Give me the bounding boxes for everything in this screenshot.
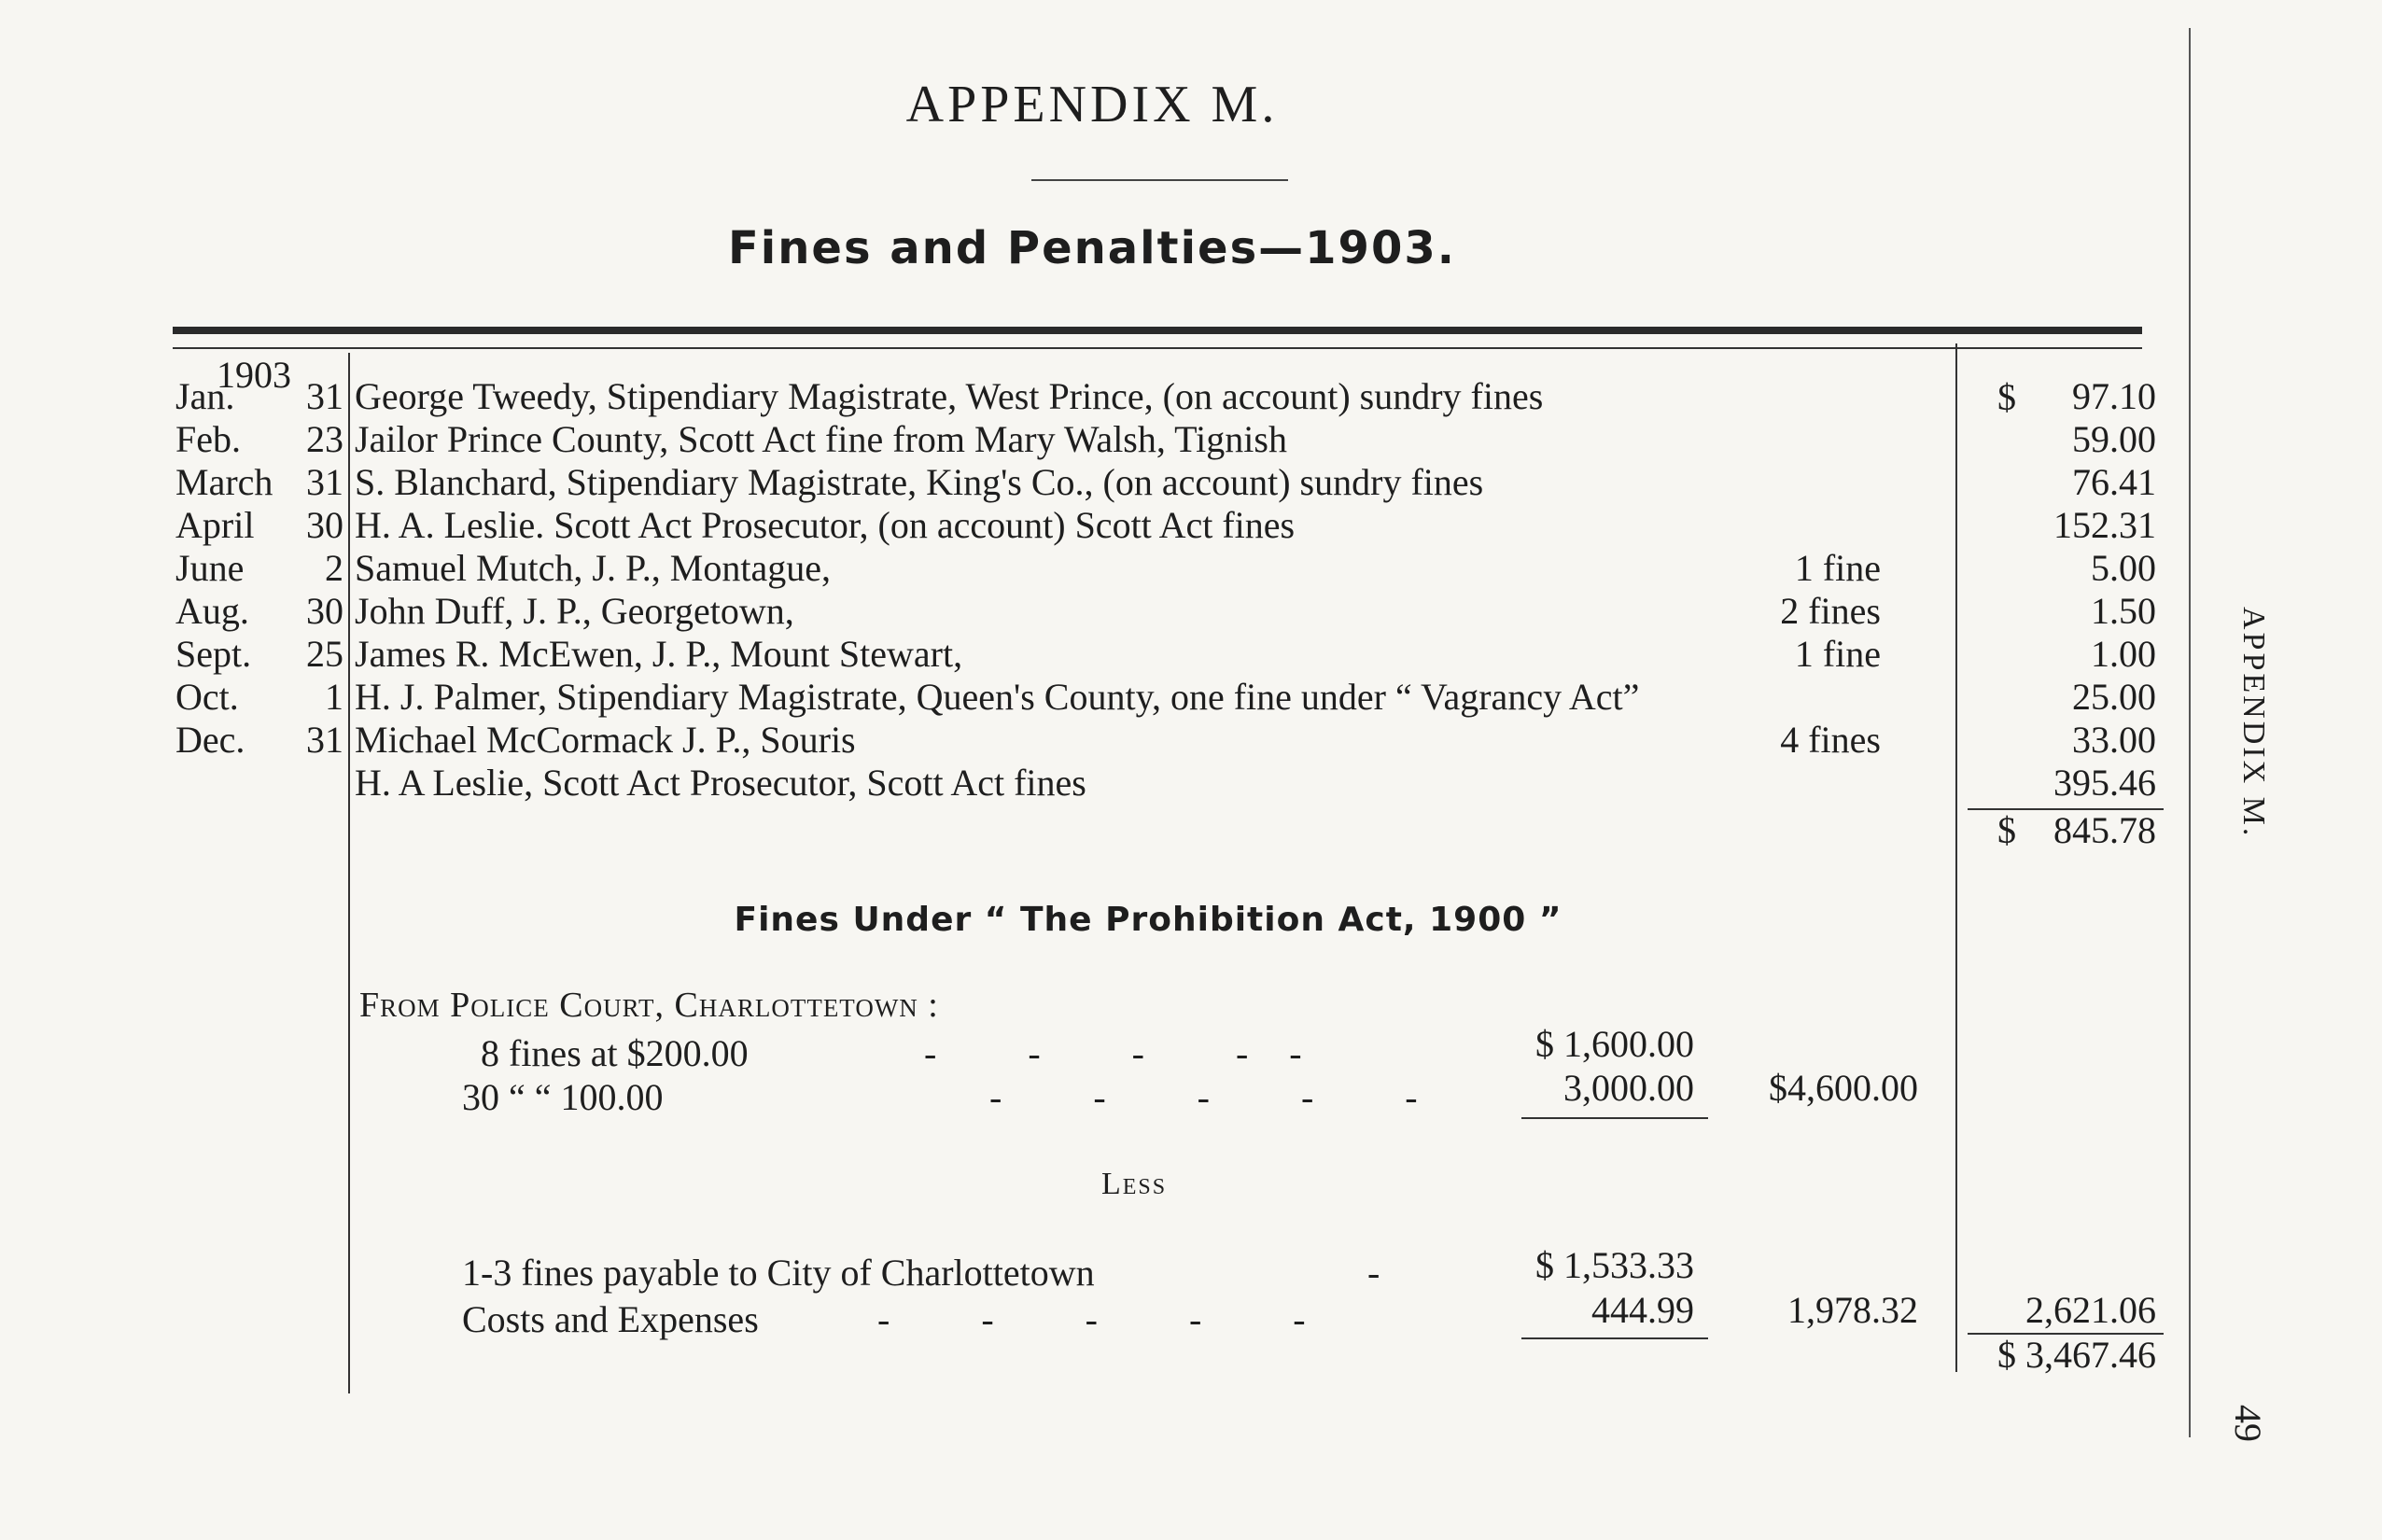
title-divider — [1031, 179, 1288, 181]
leader-dots: - - - - - — [877, 1298, 1313, 1340]
entry-amount: 395.46 — [2053, 762, 2156, 804]
table-row — [0, 375, 2184, 418]
fines-line-2-label: 30 “ “ 100.00 — [462, 1076, 664, 1118]
entry-description: H. J. Palmer, Stipendiary Magistrate, Queen's County, one fine under “ Vagrancy Act” — [355, 676, 1640, 718]
entry-description: S. Blanchard, Stipendiary Magistrate, King's Co., (on account) sundry fines — [355, 461, 1484, 503]
entry-description: Samuel Mutch, J. P., Montague, — [355, 547, 831, 589]
table-row — [0, 590, 2184, 633]
table-row — [0, 418, 2184, 461]
fines-line-2-amount: 3,000.00 — [1563, 1067, 1694, 1109]
sum-underline — [1521, 1337, 1708, 1339]
page-number: 49 — [2227, 1405, 2269, 1442]
entry-amount: 1.50 — [2091, 590, 2156, 632]
entry-day: 31 — [306, 461, 343, 503]
entry-day: 30 — [306, 590, 343, 632]
entry-month: Feb. — [175, 418, 241, 460]
leader-dots: - — [1367, 1252, 1380, 1294]
page-title: APPENDIX M. — [905, 76, 1279, 133]
entry-month: Aug. — [175, 590, 249, 632]
entry-day: 1 — [325, 676, 343, 718]
entry-amount: 59.00 — [2072, 418, 2156, 460]
entry-month: Sept. — [175, 633, 252, 675]
table-year: 1903 — [217, 354, 291, 396]
entry-amount: 5.00 — [2091, 547, 2156, 589]
entry-note: 2 fines — [1780, 590, 1881, 632]
entry-day: 23 — [306, 418, 343, 460]
total-currency-sign: $ — [1997, 809, 2016, 851]
table-row — [0, 719, 2184, 762]
running-head: APPENDIX M. — [2236, 607, 2271, 839]
entry-amount: 152.31 — [2053, 504, 2156, 546]
entry-month: Jan. — [175, 375, 235, 417]
table-top-thick-rule — [173, 327, 2142, 334]
entry-description: James R. McEwen, J. P., Mount Stewart, — [355, 633, 963, 675]
currency-sign: $ — [1997, 376, 2016, 418]
police-court-label: From Police Court, Charlottetown : — [359, 986, 939, 1025]
leader-dots: - - - - - — [989, 1076, 1425, 1118]
section-title: Fines and Penalties—1903. — [728, 222, 1456, 274]
table-row — [0, 504, 2184, 547]
entry-description: Jailor Prince County, Scott Act fine from Mary Walsh, Tignish — [355, 418, 1287, 460]
fines-line-1-label: 8 fines at $200.00 — [481, 1032, 749, 1074]
entry-month: June — [175, 547, 245, 589]
leader-dots: - - - - - — [924, 1032, 1310, 1074]
gross-total: $4,600.00 — [1769, 1067, 1918, 1109]
entry-description: H. A. Leslie. Scott Act Prosecutor, (on account) Scott Act fines — [355, 504, 1296, 546]
grand-total: $ 3,467.46 — [1997, 1334, 2156, 1376]
fines-total: 845.78 — [2053, 809, 2156, 851]
fines-line-1-amount: $ 1,600.00 — [1535, 1023, 1694, 1065]
entry-day: 30 — [306, 504, 343, 546]
deduction-1-label: 1-3 fines payable to City of Charlottetown — [462, 1252, 1095, 1294]
entry-note: 4 fines — [1780, 719, 1881, 761]
prohibition-heading: Fines Under “ The Prohibition Act, 1900 ” — [734, 901, 1562, 939]
table-top-thin-rule — [173, 347, 2142, 349]
entry-description: John Duff, J. P., Georgetown, — [355, 590, 794, 632]
deduction-2-amount: 444.99 — [1591, 1289, 1694, 1331]
entry-amount: 1.00 — [2091, 633, 2156, 675]
entry-day: 31 — [306, 719, 343, 761]
entry-month: Dec. — [175, 719, 245, 761]
net-prohibition-amount: 2,621.06 — [2025, 1289, 2156, 1331]
entry-description: George Tweedy, Stipendiary Magistrate, West Prince, (on account) sundry fines — [355, 375, 1544, 417]
entry-month: March — [175, 461, 273, 503]
entry-amount: 33.00 — [2072, 719, 2156, 761]
entry-month: Oct. — [175, 676, 239, 718]
table-row — [0, 676, 2184, 719]
table-row — [0, 547, 2184, 590]
entry-amount: 97.10 — [2072, 375, 2156, 417]
entry-note: 1 fine — [1794, 633, 1881, 675]
table-row — [0, 461, 2184, 504]
table-row — [0, 762, 2184, 805]
entry-description: Michael McCormack J. P., Souris — [355, 719, 856, 761]
entry-day: 31 — [306, 375, 343, 417]
deduction-1-amount: $ 1,533.33 — [1535, 1244, 1694, 1286]
entry-amount: 76.41 — [2072, 461, 2156, 503]
entry-note: 1 fine — [1794, 547, 1881, 589]
deduction-2-label: Costs and Expenses — [462, 1298, 759, 1340]
sum-underline — [1521, 1117, 1708, 1119]
entry-day: 25 — [306, 633, 343, 675]
table-row — [0, 633, 2184, 676]
less-label: Less — [1101, 1167, 1168, 1201]
entry-day: 2 — [325, 547, 343, 589]
deductions-total: 1,978.32 — [1787, 1289, 1918, 1331]
entry-month: April — [175, 504, 255, 546]
page-edge-rule — [2189, 28, 2191, 1437]
entry-description: H. A Leslie, Scott Act Prosecutor, Scott Act fines — [355, 762, 1086, 804]
entry-amount: 25.00 — [2072, 676, 2156, 718]
